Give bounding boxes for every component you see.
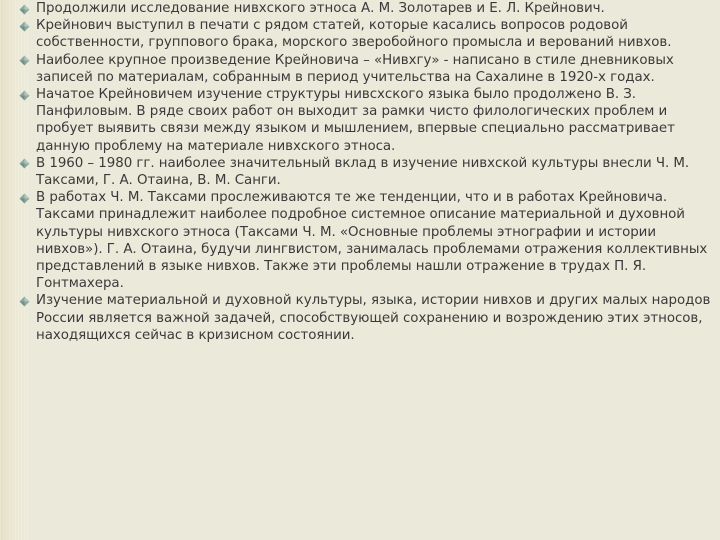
- bullet-item: [18, 189, 718, 292]
- bullet-text: Изучение материальной и духовной культуры, языка, истории нивхов и других малых народов России является важной задачей, способствующей сохранению и возрождению этих этносов, находящихся сейчас в кризисном состоянии.: [36, 293, 711, 343]
- bullet-item: [18, 52, 718, 86]
- diamond-bullet-icon: [19, 90, 30, 101]
- bullet-text: Начатое Крейновичем изучение структуры нивсхского языка было продолжено В. З. Панфиловым. В ряде своих работ он выходит за рамки чисто филологических проблем и пробует выявить связи между языком и мышлением, впервые специально рассматривает данную проблему на материале нивхского этноса.: [36, 87, 675, 154]
- diamond-bullet-icon: [19, 4, 30, 15]
- diamond-bullet-icon: [19, 158, 30, 169]
- bullet-item: [18, 17, 718, 51]
- diamond-bullet-icon: [19, 296, 30, 307]
- slide-content: [18, 0, 718, 540]
- bullet-text: Продолжили исследование нивхского этноса А. М. Золотарев и Е. Л. Крейнович.: [36, 1, 605, 16]
- bullet-text: В работах Ч. М. Таксами прослеживаются те же тенденции, что и в работах Крейновича. Таксами принадлежит наиболее подробное системное описание материальной и духовной культуры нивхского этноса (Таксами Ч. М. «Основные проблемы этнографии и истории нивхов»). Г. А. Отаина, будучи лингвистом, занималась проблемами отражения коллективных представлений в языке нивхов. Также эти проблемы нашли отражение в трудах П. Я. Гонтмахера.: [36, 190, 708, 292]
- bullet-text: Наиболее крупное произведение Крейновича – «Нивхгу» - написано в стиле дневниковых записей по материалам, собранным в период учительства на Сахалине в 1920-х годах.: [36, 52, 674, 85]
- bullet-text: В 1960 – 1980 гг. наиболее значительный вклад в изучение нивхской культуры внесли Ч. М. Таксами, Г. А. Отаина, В. М. Санги.: [36, 155, 690, 189]
- bullet-item: [18, 292, 718, 344]
- bullet-item: [18, 0, 718, 17]
- diamond-bullet-icon: [19, 21, 30, 32]
- bullet-item: [18, 155, 718, 189]
- bullet-item: [18, 86, 718, 155]
- bullet-list: [18, 0, 718, 344]
- bullet-text: Крейнович выступил в печати с рядом статей, которые касались вопросов родовой собственности, группового брака, морского зверобойного промысла и верований нивхов.: [36, 18, 672, 51]
- diamond-bullet-icon: [19, 193, 30, 204]
- diamond-bullet-icon: [19, 55, 30, 66]
